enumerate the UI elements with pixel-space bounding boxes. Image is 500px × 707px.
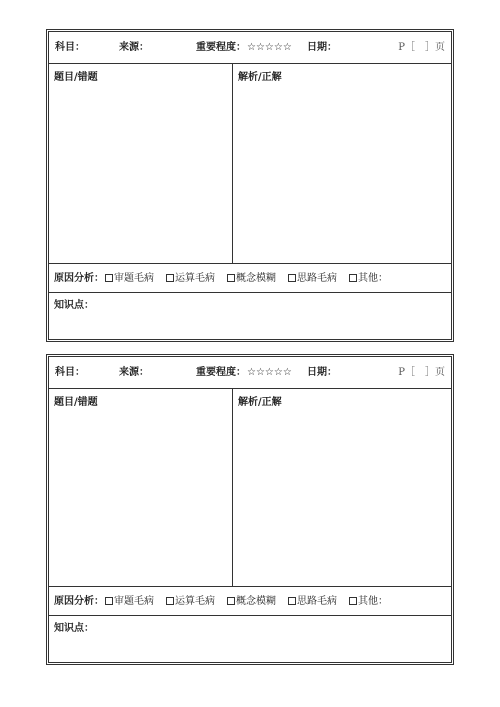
reason-option-label: 其他： [358,273,388,284]
reason-option[interactable] [227,273,276,285]
reason-option[interactable] [288,273,337,285]
reason-option[interactable] [349,596,388,608]
question-area[interactable] [49,389,233,586]
reason-option-label: 概念模糊 [236,273,276,284]
subject-field[interactable]: 科目： [55,367,85,378]
reason-option-label: 其他： [358,596,388,607]
error-card-2 [46,354,454,665]
analysis-label: 解析/正解 [238,72,282,83]
reason-option-label: 审题毛病 [114,596,154,607]
page-field[interactable]: P［ ］页 [398,42,445,53]
importance-label: 重要程度： [196,42,246,53]
date-field[interactable]: 日期： [307,42,337,53]
reason-option[interactable] [105,596,154,608]
checkbox-icon[interactable] [166,274,174,282]
card-header [49,357,451,389]
reason-option[interactable] [105,273,154,285]
card-body [49,389,451,587]
reason-option-label: 概念模糊 [236,596,276,607]
date-field[interactable]: 日期： [307,367,337,378]
reason-option[interactable] [288,596,337,608]
checkbox-icon[interactable] [349,274,357,282]
card-header [49,32,451,64]
reason-option[interactable] [166,596,215,608]
importance-stars[interactable]: ☆☆☆☆☆ [247,42,292,53]
subject-field[interactable]: 科目： [55,42,85,53]
reason-option-label: 运算毛病 [175,273,215,284]
checkbox-icon[interactable] [349,597,357,605]
analysis-label: 解析/正解 [238,397,282,408]
knowledge-label: 知识点： [54,623,94,634]
source-field[interactable]: 来源： [119,42,149,53]
reason-option-label: 审题毛病 [114,273,154,284]
error-card-1 [46,29,454,342]
checkbox-icon[interactable] [227,597,235,605]
importance-stars[interactable]: ☆☆☆☆☆ [247,367,292,378]
knowledge-label: 知识点： [54,300,94,311]
checkbox-icon[interactable] [105,274,113,282]
source-field[interactable]: 来源： [119,367,149,378]
card-body [49,64,451,264]
question-label: 题目/错题 [54,72,98,83]
checkbox-icon[interactable] [288,274,296,282]
page-field[interactable]: P［ ］页 [398,367,445,378]
reason-option-label: 思路毛病 [297,273,337,284]
analysis-area[interactable] [233,389,451,586]
checkbox-icon[interactable] [105,597,113,605]
importance-label: 重要程度： [196,367,246,378]
reason-label: 原因分析： [54,596,104,607]
reason-label: 原因分析： [54,273,104,284]
checkbox-icon[interactable] [288,597,296,605]
reason-row [49,264,451,293]
analysis-area[interactable] [233,64,451,263]
reason-option[interactable] [349,273,388,285]
checkbox-icon[interactable] [227,274,235,282]
reason-row [49,587,451,616]
question-area[interactable] [49,64,233,263]
reason-option-label: 运算毛病 [175,596,215,607]
question-label: 题目/错题 [54,397,98,408]
reason-option[interactable] [166,273,215,285]
reason-option-label: 思路毛病 [297,596,337,607]
checkbox-icon[interactable] [166,597,174,605]
reason-option[interactable] [227,596,276,608]
